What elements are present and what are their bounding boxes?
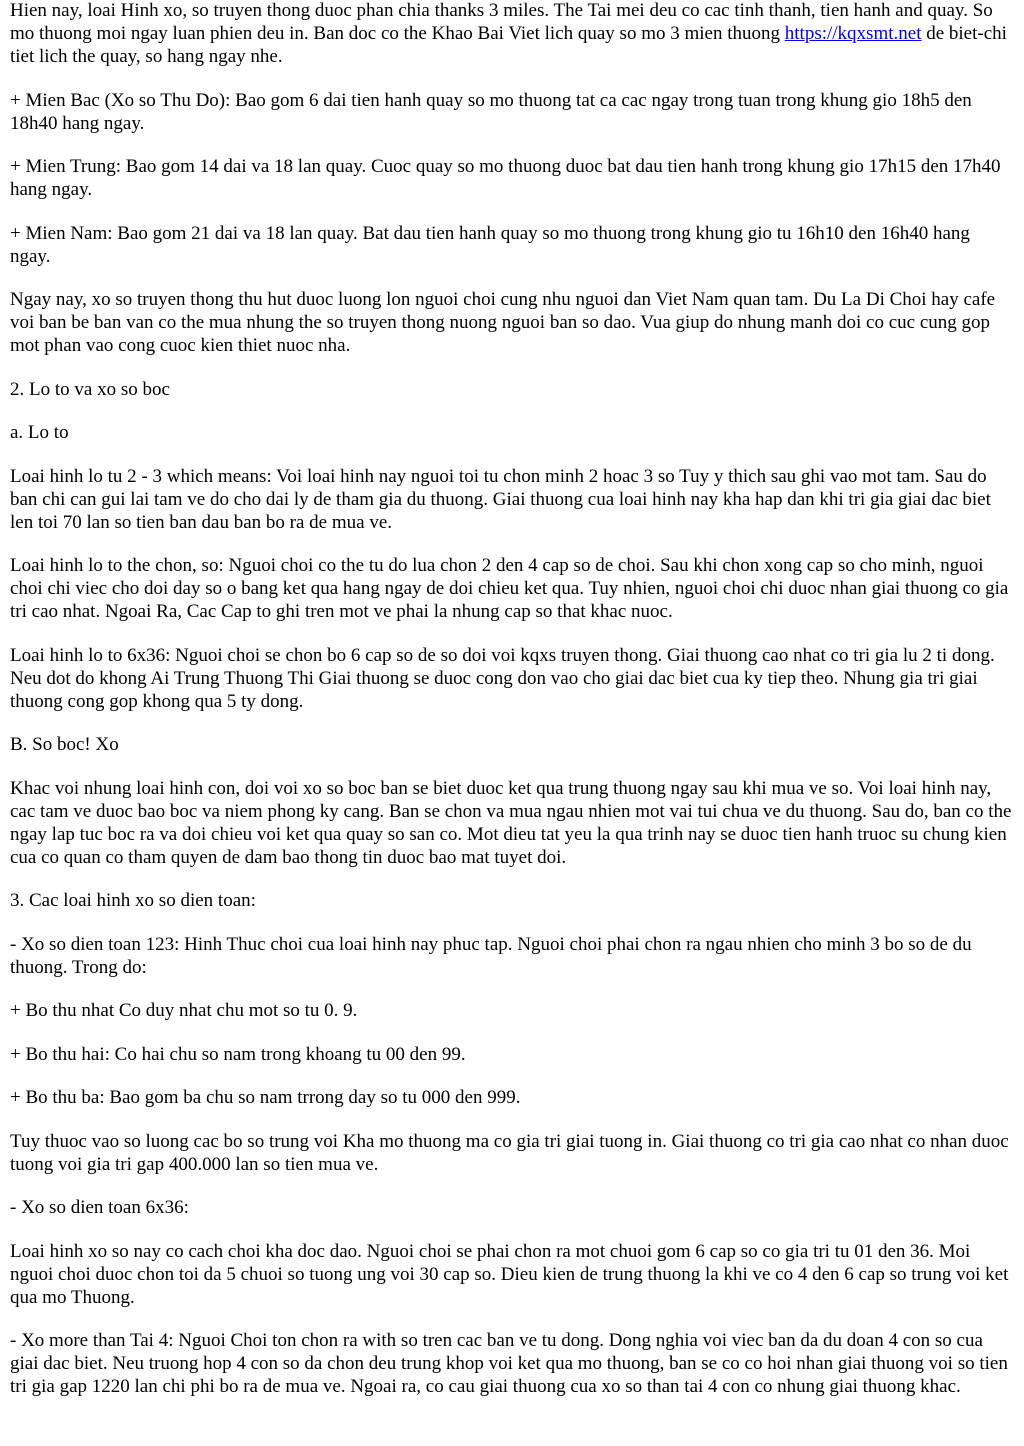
paragraph-lo-tu-2-3: Loai hinh lo tu 2 - 3 which means: Voi loai hinh nay nguoi toi tu chon minh 2 hoac 3 so Tuy y thich sau ghi vao mot tam. Sau do ban chi can gui lai tam ve do cho dai ly de tham gia du thuong. Giai thuong cua loai hinh nay kha hap dan khi tri gia giai dac biet len toi 70 lan so tien ban dau ban bo ra de mua ve. bbox=[10, 465, 991, 533]
heading-so-boc: B. So boc! Xo bbox=[10, 734, 119, 755]
paragraph-than-tai-4: - Xo more than Tai 4: Nguoi Choi ton chon ra with so tren cac ban ve tu dong. Dong nghia voi viec ban da du doan 4 con so cua giai dac biet. Neu truong hop 4 con so da chon deu trung khop voi ket qua mo thuong, ban se co co hoi nhan giai thuong voi so tien tri gia gap 1220 lan chi phi bo ra de mua ve. Ngoai ra, co cau giai thuong cua xo so than tai 4 con co nhung giai thuong khac. bbox=[10, 1330, 1008, 1397]
heading-dien-toan-6x36: - Xo so dien toan 6x36: bbox=[10, 1197, 189, 1218]
paragraph-mien-trung: + Mien Trung: Bao gom 14 dai va 18 lan quay. Cuoc quay so mo thuong duoc bat dau tien hanh trong khung gio 17h15 den 17h40 hang ngay. bbox=[10, 156, 1001, 200]
paragraph-lo-to-the-chon: Loai hinh lo to the chon, so: Nguoi choi co the tu do lua chon 2 den 4 cap so de choi. Sau khi chon xong cap so cho minh, nguoi choi chi viec cho doi day so o bang ket qua hang ngay de doi chieu ket qua. Tuy nhien, nguoi choi chi duoc nhan giai thuong co gia tri cao nhat. Ngoai Ra, Cac Cap to ghi tren mot ve phai la nhung cap so that khac nuoc. bbox=[10, 555, 1009, 622]
paragraph-xo-so-boc: Khac voi nhung loai hinh con, doi voi xo so boc ban se biet duoc ket qua trung thuong ngay sau khi mua ve so. Voi loai hinh nay, cac tam ve duoc bao boc va niem phong ky cang. Ban se chon va mua ngau nhien mot vai tui chua ve du thuong. Sau do, ban co the ngay lap tuc boc ra va doi chieu voi ket qua quay so san co. Mot dieu tat yeu la qua trinh nay se duoc tien hanh truoc su chung kien cua co quan co tham quyen de dam bao thong tin duoc bao mat tuyet doi. bbox=[10, 777, 1012, 868]
paragraph-dien-toan-123: - Xo so dien toan 123: Hinh Thuc choi cua loai hinh nay phuc tap. Nguoi choi phai chon ra ngau nhien cho minh 3 bo so de du thuong. Trong do: bbox=[10, 933, 972, 978]
intro-text-start: Hien nay, loai Hinh xo, so truyen thong duoc phan chia thanks 3 miles. The Tai mei deu co cac tinh thanh, tien hanh and quay. So mo thuong moi ngay luan phien deu in. Ban doc co the Khao Bai Viet lich quay so mo 3 mien thuong bbox=[10, 0, 993, 44]
heading-dien-toan: 3. Cac loai hinh xo so dien toan: bbox=[10, 890, 256, 911]
list-item-bo-thu-hai: + Bo thu hai: Co hai chu so nam trong khoang tu 00 den 99. bbox=[10, 1043, 466, 1065]
paragraph-tuy-thuoc: Tuy thuoc vao so luong cac bo so trung voi Kha mo thuong ma co gia tri giai tuong in. Giai thuong co tri gia cao nhat co nhan duoc tuong voi gia tri gap 400.000 lan so tien mua ve. bbox=[10, 1130, 1009, 1175]
paragraph-mien-bac: + Mien Bac (Xo so Thu Do): Bao gom 6 dai tien hanh quay so mo thuong tat ca cac ngay trong tuan trong khung gio 18h5 den 18h40 hang ngay. bbox=[10, 89, 972, 134]
intro-text-end: de biet-chi tiet lich the quay, so hang ngay nhe. bbox=[10, 23, 1007, 67]
heading-lo-to-va-xo-so-boc: 2. Lo to va xo so boc bbox=[10, 378, 170, 400]
heading-lo-to: a. Lo to bbox=[10, 422, 69, 443]
kqxsmt-link[interactable]: https://kqxsmt.net bbox=[784, 23, 922, 44]
paragraph-intro bbox=[10, 0, 1014, 68]
paragraph-mien-nam: + Mien Nam: Bao gom 21 dai va 18 lan quay. Bat dau tien hanh quay so mo thuong trong khung gio tu 16h10 den 16h40 hang ngay. bbox=[10, 222, 970, 267]
paragraph-6x36-cach-choi: Loai hinh xo so nay co cach choi kha doc dao. Nguoi choi se phai chon ra mot chuoi gom 6 cap so co gia tri tu 01 den 36. Moi nguoi choi duoc chon toi da 5 chuoi so tuong ung voi 30 cap so. Dieu kien de trung thuong la khi ve co 4 den 6 cap so trung voi ket qua mo Thuong. bbox=[10, 1240, 1009, 1308]
list-item-bo-thu-ba: + Bo thu ba: Bao gom ba chu so nam trrong day so tu 000 den 999. bbox=[10, 1087, 521, 1108]
paragraph-lo-to-6x36: Loai hinh lo to 6x36: Nguoi choi se chon bo 6 cap so de so doi voi kqxs truyen thong. Giai thuong cao nhat co tri gia lu 2 ti dong. Neu dot do khong Ai Trung Thuong Thi Giai thuong se duoc cong don vao cho giai dac biet cua ky tiep theo. Nhung gia tri giai thuong cong gop khong qua 5 ty dong. bbox=[10, 644, 995, 712]
paragraph-ngay-nay: Ngay nay, xo so truyen thong thu hut duoc luong lon nguoi choi cung nhu nguoi dan Viet Nam quan tam. Du La Di Choi hay cafe voi ban be ban van co the mua nhung the so truyen thong nuong nguoi ban so dao. Vua giup do nhung manh doi co cuc cung gop mot phan vao cong cuoc kien thiet nuoc nha. bbox=[10, 289, 996, 356]
list-item-bo-thu-nhat: + Bo thu nhat Co duy nhat chu mot so tu 0. 9. bbox=[10, 1000, 358, 1021]
